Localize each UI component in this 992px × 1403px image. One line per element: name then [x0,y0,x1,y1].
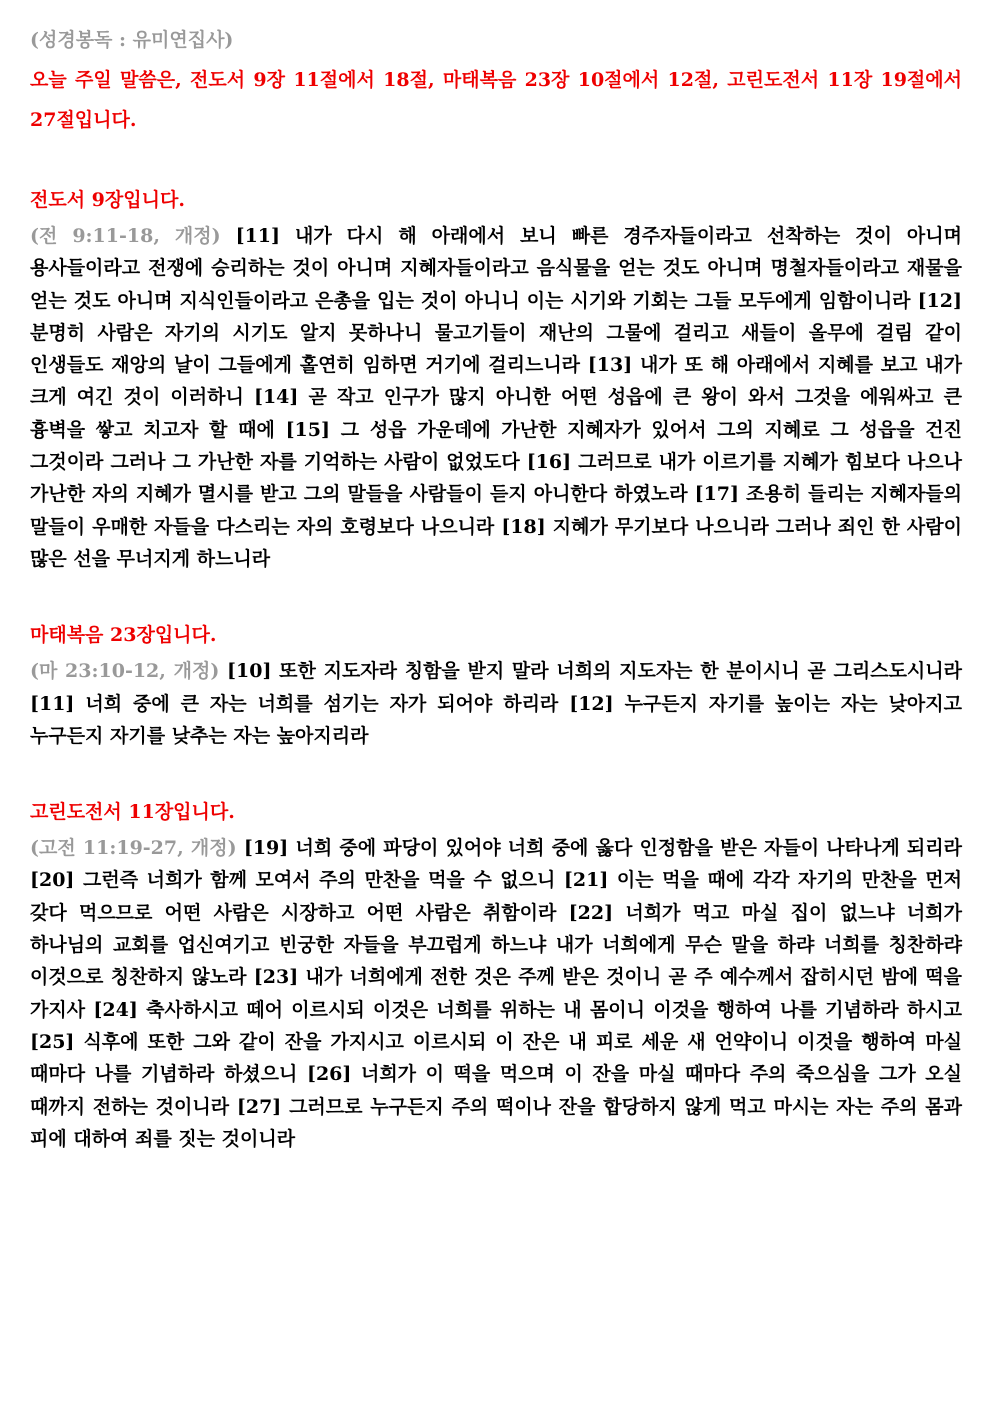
passage-reference: (전 9:11-18, 개정) [30,225,221,247]
passage-verses: [11] 내가 다시 해 아래에서 보니 빠른 경주자들이라고 선착하는 것이 아니며 용사들이라고 전쟁에 승리하는 것이 아니며 지혜자들이라고 음식물을 얻는 것도 아니며 명철자들이라고 재물을 얻는 것도 아니며 지식인들이라고 은총을 입는 것이 아니니 이는 시기와 기회는 그들 모두에게 임함이니라 [12] 분명히 사람은 자기의 시기도 알지 못하나니 물고기들이 재난의 그물에 걸리고 새들이 올무에 걸림 같이 인생들도 재앙의 날이 그들에게 홀연히 임하면 거기에 걸리느니라 [13] 내가 또 해 아래에서 지혜를 보고 내가 크게 여긴 것이 이러하니 [14] 곧 작고 인구가 많지 아니한 어떤 성읍에 큰 왕이 와서 그것을 에워싸고 큰 흉벽을 쌓고 치고자 할 때에 [15] 그 성읍 가운데에 가난한 지혜자가 있어서 그의 지혜로 그 성읍을 건진 그것이라 그러나 그 가난한 자를 기억하는 사람이 없었도다 [16] 그러므로 내가 이르기를 지혜가 힘보다 나으나 가난한 자의 지혜가 멸시를 받고 그의 말들을 사람들이 듣지 아니한다 하였노라 [17] 조용히 들리는 지혜자들의 말들이 우매한 자들을 다스리는 자의 호령보다 나으니라 [18] 지혜가 무기보다 나으니라 그러나 죄인 한 사람이 많은 선을 무너지게 하느니라 [30,225,962,570]
reader-line: (성경봉독 : 유미연집사) [30,29,234,51]
section-ecclesiastes [30,180,962,575]
section-matthew [30,615,962,752]
passage-reference: (마 23:10-12, 개정) [30,660,220,683]
section-title: 고린도전서 11장입니다. [30,801,235,824]
passage-reference: (고전 11:19-27, 개정) [30,837,237,860]
passage-text [30,832,962,1155]
passage-text [30,655,962,752]
section-1-corinthians [30,792,962,1155]
section-title: 전도서 9장입니다. [30,189,185,211]
section-title: 마태복음 23장입니다. [30,624,217,647]
passage-text [30,220,962,575]
passage-verses: [10] 또한 지도자라 칭함을 받지 말라 너희의 지도자는 한 분이시니 곧 그리스도시니라 [11] 너희 중에 큰 자는 너희를 섬기는 자가 되어야 하리라 [12] 누구든지 자기를 높이는 자는 낮아지고 누구든지 자기를 낮추는 자는 높아지리라 [30,660,962,747]
passage-verses: [19] 너희 중에 파당이 있어야 너희 중에 옳다 인정함을 받은 자들이 나타나게 되리라 [20] 그런즉 너희가 함께 모여서 주의 만찬을 먹을 수 없으니 [21] 이는 먹을 때에 각각 자기의 만찬을 먼저 갖다 먹으므로 어떤 사람은 시장하고 어떤 사람은 취함이라 [22] 너희가 먹고 마실 집이 없느냐 너희가 하나님의 교회를 업신여기고 빈궁한 자들을 부끄럽게 하느냐 내가 너희에게 무슨 말을 하랴 너희를 칭찬하랴 이것으로 칭찬하지 않노라 [23] 내가 너희에게 전한 것은 주께 받은 것이니 곧 주 예수께서 잡히시던 밤에 떡을 가지사 [24] 축사하시고 떼어 이르시되 이것은 너희를 위하는 내 몸이니 이것을 행하여 나를 기념하라 하시고 [25] 식후에 또한 그와 같이 잔을 가지시고 이르시되 이 잔은 내 피로 세운 새 언약이니 이것을 행하여 마실 때마다 나를 기념하라 하셨으니 [26] 너희가 이 떡을 먹으며 이 잔을 마실 때마다 주의 죽으심을 그가 오실 때까지 전하는 것이니라 [27] 그러므로 누구든지 주의 떡이나 잔을 합당하지 않게 먹고 마시는 자는 주의 몸과 피에 대하여 죄를 짓는 것이니라 [30,837,962,1150]
intro-announcement: 오늘 주일 말씀은, 전도서 9장 11절에서 18절, 마태복음 23장 10절에서 12절, 고린도전서 11장 19절에서 27절입니다. [30,69,962,131]
scripture-reading-document [30,20,962,1195]
